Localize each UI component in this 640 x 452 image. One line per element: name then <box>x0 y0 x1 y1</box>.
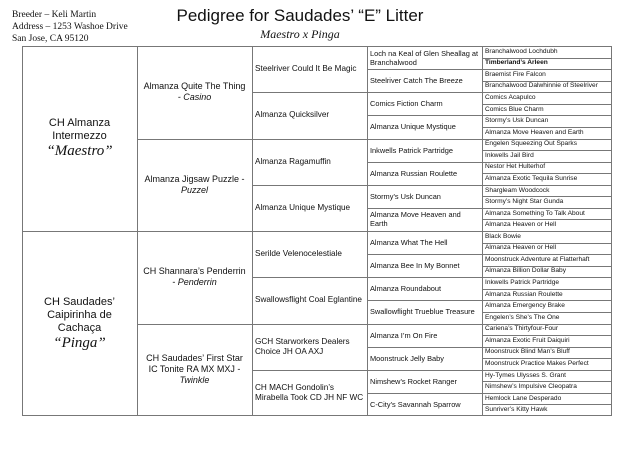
gen4-dog <box>485 266 610 278</box>
gen4-dog <box>485 69 610 81</box>
gen4-dog-name: Braemist Fire Falcon <box>485 70 546 78</box>
gen1-dog <box>141 139 248 232</box>
gen3-dog-name: Almanza Bee In My Bonnet <box>370 261 460 271</box>
gen4-dog-name: Almanza Billion Dollar Baby <box>485 267 566 275</box>
gen2-dog-name: Serilde Velenocelestiale <box>255 249 342 259</box>
gen4-dog <box>485 335 610 347</box>
gen3-dog-name: Almanza Move Heaven and Earth <box>370 210 461 229</box>
gen4-dog <box>485 358 610 370</box>
breeder-city: San Jose, CA 95120 <box>12 34 89 44</box>
gen3-dog <box>370 139 480 162</box>
gen4-dog <box>485 393 610 405</box>
gen4-dog-name: Stormy’s Usk Duncan <box>485 117 549 125</box>
gen2-dog <box>255 231 365 277</box>
gen3-dog-name: Loch na Keal of Glen Sheallag at Branchalwood <box>370 48 479 67</box>
gen3-dog-name: Almanza Roundabout <box>370 284 442 294</box>
page-subtitle: Maestro x Pinga <box>260 27 340 41</box>
gen2-dog-name: Almanza Ragamuffin <box>255 156 331 166</box>
gen4-dog-name: Inkwells Patrick Partridge <box>485 279 560 287</box>
gen3-dog-name: Steelriver Catch The Breeze <box>370 76 463 86</box>
gen4-dog-name: Inkwells Jail Bird <box>485 151 534 159</box>
gen4-dog <box>485 92 610 104</box>
gen3-dog <box>370 208 480 231</box>
gen4-dog-name: Hemlock Lane Desperado <box>485 394 562 402</box>
gen1-dog-nickname: Twinkle <box>179 375 210 386</box>
gen3-dog-name: Moonstruck Jelly Baby <box>370 353 444 363</box>
pedigree-table <box>22 46 612 416</box>
gen4-dog <box>485 104 610 116</box>
breeder-address: Address – 1253 Washoe Drive <box>12 22 128 32</box>
gen2-dog <box>255 139 365 185</box>
gen4-dog-name: Comics Blue Charm <box>485 105 544 113</box>
gen4-dog-name: Nimshew’s Impulsive Cleopatra <box>485 383 577 391</box>
gen1-dog-name: CH Saudades’ First Star IC Tonite RA MX MXJ - <box>146 353 243 375</box>
gen1-dog-name: Almanza Quite The Thing <box>143 81 246 92</box>
gen4-dog <box>485 150 610 162</box>
gen4-dog <box>485 219 610 231</box>
gen3-dog <box>370 115 480 138</box>
gen3-dog <box>370 46 480 69</box>
gen2-dog <box>255 92 365 138</box>
gen4-dog <box>485 404 610 416</box>
gen4-dog <box>485 46 610 58</box>
gen3-dog <box>370 370 480 393</box>
gen4-dog-name: Almanza Heaven or Hell <box>485 244 557 252</box>
gen1-dog-label <box>141 81 248 103</box>
gen4-dog-name: Stormy’s Night Star Gunda <box>485 198 564 206</box>
gen2-dog-name: Swallowsflight Coal Eglantine <box>255 295 362 305</box>
gen1-dog <box>141 231 248 324</box>
gen3-dog-name: Swallowflight Trueblue Treasure <box>370 307 475 317</box>
breeder-info <box>12 9 128 45</box>
gen3-dog-name: Comics Fiction Charm <box>370 99 443 109</box>
gen2-dog-name: CH MACH Gondolin’s Mirabella Took CD JH NF WC <box>255 382 364 402</box>
gen4-dog-name: Cariena’s Thirtyfour-Four <box>485 325 559 333</box>
gen4-dog <box>485 324 610 336</box>
gen1-dog-label <box>141 174 248 196</box>
gen4-dog <box>485 289 610 301</box>
gen4-dog <box>485 58 610 70</box>
gen4-dog-name: Branchalwood Lochdubh <box>485 47 558 55</box>
gen1-dog-label <box>141 266 248 288</box>
gen2-dog <box>255 370 365 416</box>
gen4-dog <box>485 173 610 185</box>
dam-name: CH Saudades’ Caipirinha de Cachaça <box>44 295 115 334</box>
gen4-dog <box>485 370 610 382</box>
gen4-dog-name: Sunriver’s Kitty Hawk <box>485 406 548 414</box>
gen3-dog <box>370 254 480 277</box>
gen4-dog <box>485 347 610 359</box>
gen3-dog <box>370 300 480 323</box>
gen3-dog <box>370 92 480 115</box>
gen3-dog-name: C-City’s Savannah Sparrow <box>370 399 461 409</box>
gen2-dog-name: GCH Starworkers Dealers Choice JH OA AXJ <box>255 336 350 356</box>
gen1-dog <box>141 46 248 139</box>
gen1-dog-name: Almanza Jigsaw Puzzle - <box>144 173 245 184</box>
gen4-dog <box>485 300 610 312</box>
gen4-dog <box>485 139 610 151</box>
gen4-dog-name: Moonstruck Adventure at Flatterhaft <box>485 255 590 263</box>
breeder-name: Breeder – Keli Martin <box>12 10 97 20</box>
gen3-dog <box>370 162 480 185</box>
gen3-dog <box>370 277 480 300</box>
gen3-dog-name: Almanza Unique Mystique <box>370 122 456 132</box>
gen3-dog <box>370 69 480 92</box>
gen3-dog-name: Almanza What The Hell <box>370 238 448 248</box>
gen3-dog <box>370 324 480 347</box>
gen4-dog <box>485 231 610 243</box>
gen2-dog <box>255 324 365 370</box>
gen4-dog-name: Nestor Het Hulterhof <box>485 163 546 171</box>
gen4-dog-name: Engelen’s She’s The One <box>485 313 560 321</box>
gen2-dog-name: Almanza Unique Mystique <box>255 202 351 212</box>
gen3-dog <box>370 185 480 208</box>
gen3-dog-name: Almanza Russian Roulette <box>370 168 458 178</box>
gen4-dog-name: Moonstruck Practice Makes Perfect <box>485 359 589 367</box>
gen4-dog-name: Shargleam Woodcock <box>485 186 550 194</box>
gen4-dog-name: Black Bowie <box>485 232 521 240</box>
gen4-dog-name: Comics Acapulco <box>485 94 536 102</box>
gen4-dog <box>485 196 610 208</box>
gen1-dog-nickname: - Penderrin <box>172 277 217 288</box>
gen2-dog <box>255 46 365 92</box>
gen2-dog <box>255 185 365 231</box>
gen4-dog <box>485 208 610 220</box>
gen4-dog <box>485 277 610 289</box>
page-title: Pedigree for Saudades’ “E” Litter <box>176 6 424 25</box>
gen4-dog-name: Almanza Exotic Fruit Daiquiri <box>485 336 570 344</box>
gen2-dog <box>255 277 365 323</box>
gen3-dog-name: Almanza I’m On Fire <box>370 330 438 340</box>
gen4-dog <box>485 312 610 324</box>
gen4-dog-name: Moonstruck Blind Man’s Bluff <box>485 348 570 356</box>
sire-nickname: “Maestro” <box>46 143 113 159</box>
gen4-dog-name: Almanza Move Heaven and Earth <box>485 128 584 136</box>
gen4-dog <box>485 185 610 197</box>
gen4-dog <box>485 254 610 266</box>
gen1-dog-name: CH Shannara’s Penderrin <box>143 266 246 277</box>
gen4-dog <box>485 127 610 139</box>
gen4-dog-name: Almanza Something To Talk About <box>485 209 585 217</box>
gen1-dog <box>141 324 248 417</box>
gen3-dog <box>370 231 480 254</box>
dam-nickname: “Pinga” <box>53 334 106 351</box>
dam-cell <box>26 231 133 416</box>
gen1-dog-label <box>141 353 248 386</box>
gen3-dog-name: Inkwells Patrick Partridge <box>370 145 453 155</box>
gen4-dog-name: Engelen Squeezing Out Sparks <box>485 140 578 148</box>
gen2-dog-name: Steelriver Could It Be Magic <box>255 64 357 74</box>
gen3-dog <box>370 393 480 416</box>
gen4-dog-name: Timberland’s Arleen <box>485 59 548 67</box>
gen4-dog-name: Almanza Emergency Brake <box>485 302 565 310</box>
gen1-dog-nickname: - Casino <box>177 92 212 103</box>
gen4-dog-name: Branchalwood Dalwhinnie of Steelriver <box>485 82 598 90</box>
gen4-dog <box>485 381 610 393</box>
sire-name: CH Almanza Intermezzo <box>48 117 111 142</box>
gen4-dog-name: Almanza Heaven or Hell <box>485 221 557 229</box>
gen1-dog-nickname: Puzzel <box>180 184 208 195</box>
gen4-dog <box>485 243 610 255</box>
gen4-dog <box>485 115 610 127</box>
sire-cell <box>26 46 133 231</box>
gen2-dog-name: Almanza Quicksilver <box>255 110 330 120</box>
gen3-dog-name: Nimshew’s Rocket Ranger <box>370 376 457 386</box>
gen3-dog-name: Stormy’s Usk Duncan <box>370 191 441 201</box>
gen4-dog-name: Almanza Russian Roulette <box>485 290 563 298</box>
gen4-dog <box>485 162 610 174</box>
gen4-dog-name: Almanza Exotic Tequila Sunrise <box>485 174 578 182</box>
gen3-dog <box>370 347 480 370</box>
gen4-dog <box>485 81 610 93</box>
gen4-dog-name: Hy-Tymes Ulysses S. Grant <box>485 371 566 379</box>
